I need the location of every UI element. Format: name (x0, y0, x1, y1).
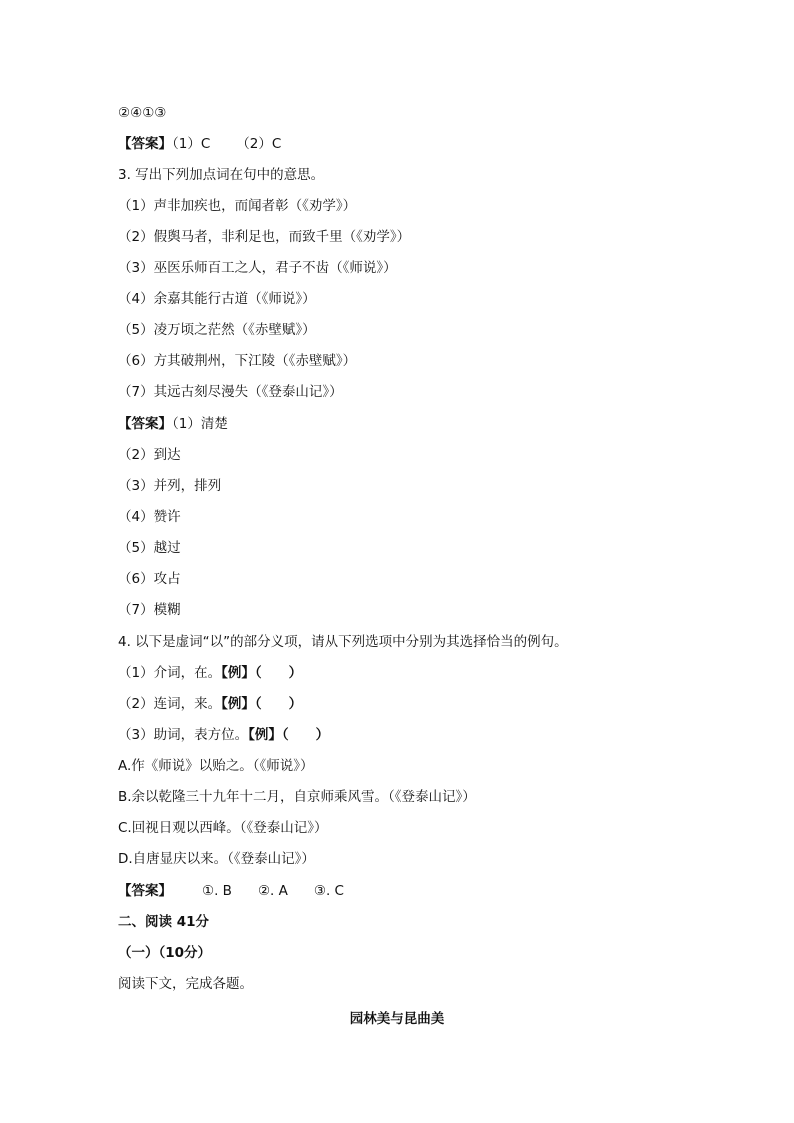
answer-row-4 (118, 882, 344, 900)
answer-part: ①. B (202, 883, 232, 899)
answer-row-3 (118, 415, 228, 433)
answer-label: 【答案】 (118, 136, 172, 152)
answer-label: 【答案】 (118, 883, 172, 899)
answer-part: （2）C (236, 136, 282, 152)
article-title: 园林美与昆曲美 (349, 1011, 445, 1027)
sense-text: （3）助词，表方位。 (118, 727, 249, 743)
example-label: 【例】（ ） (248, 727, 330, 743)
option-a: A.作《师说》以贻之。（《师说》） (118, 758, 314, 774)
question-item: （5）凌万顷之茫然（《赤壁赋》） (118, 322, 316, 338)
answer-row-2 (118, 135, 281, 153)
answer-item: （6）攻占 (118, 571, 181, 587)
answer-item: （4）赞许 (118, 509, 181, 525)
answer-part: ③. C (313, 883, 344, 899)
answer-item: （7）模糊 (118, 602, 181, 618)
answer-item: （2）到达 (118, 447, 181, 463)
question-item: （2）假舆马者，非利足也，而致千里（《劝学》） (118, 229, 411, 245)
answer-part: ②. A (257, 883, 288, 899)
answer-label: 【答案】 (118, 416, 172, 432)
answer-item: （5）越过 (118, 540, 181, 556)
option-b: B.余以乾隆三十九年十二月，自京师乘风雪。（《登泰山记》） (118, 789, 476, 805)
question-item: （7）其远古刻尽漫失（《登泰山记》） (118, 384, 343, 400)
question-item: （4）余嘉其能行古道（《师说》） (118, 291, 316, 307)
option-d: D.自唐显庆以来。（《登泰山记》） (118, 851, 315, 867)
example-label: 【例】（ ） (221, 665, 303, 681)
question-item (118, 664, 302, 682)
example-label: 【例】（ ） (221, 696, 303, 712)
question-item: （1）声非加疾也，而闻者彰（《劝学》） (118, 198, 357, 214)
answer-part: （1）清楚 (172, 416, 228, 432)
question-3-title: 3. 写出下列加点词在句中的意思。 (118, 167, 325, 183)
answer-item: （3）并列，排列 (118, 478, 222, 494)
sense-text: （1）介词，在。 (118, 665, 222, 681)
instruction-text: 阅读下文，完成各题。 (118, 976, 253, 992)
question-4-title: 4. 以下是虚词“以”的部分义项，请从下列选项中分别为其选择恰当的例句。 (118, 634, 568, 650)
section-heading: 二、阅读 41分 (118, 914, 209, 930)
question-item: （3）巫医乐师百工之人，君子不齿（《师说》） (118, 260, 397, 276)
question-item (118, 726, 329, 744)
order-answer: ②④①③ (118, 105, 167, 121)
question-item (118, 695, 302, 713)
sense-text: （2）连词，来。 (118, 696, 222, 712)
option-c: C.回视日观以西峰。（《登泰山记》） (118, 820, 328, 836)
question-item: （6）方其破荆州，下江陵（《赤壁赋》） (118, 353, 357, 369)
subsection-heading: （一）（10分） (118, 945, 212, 961)
answer-part: （1）C (172, 136, 211, 152)
